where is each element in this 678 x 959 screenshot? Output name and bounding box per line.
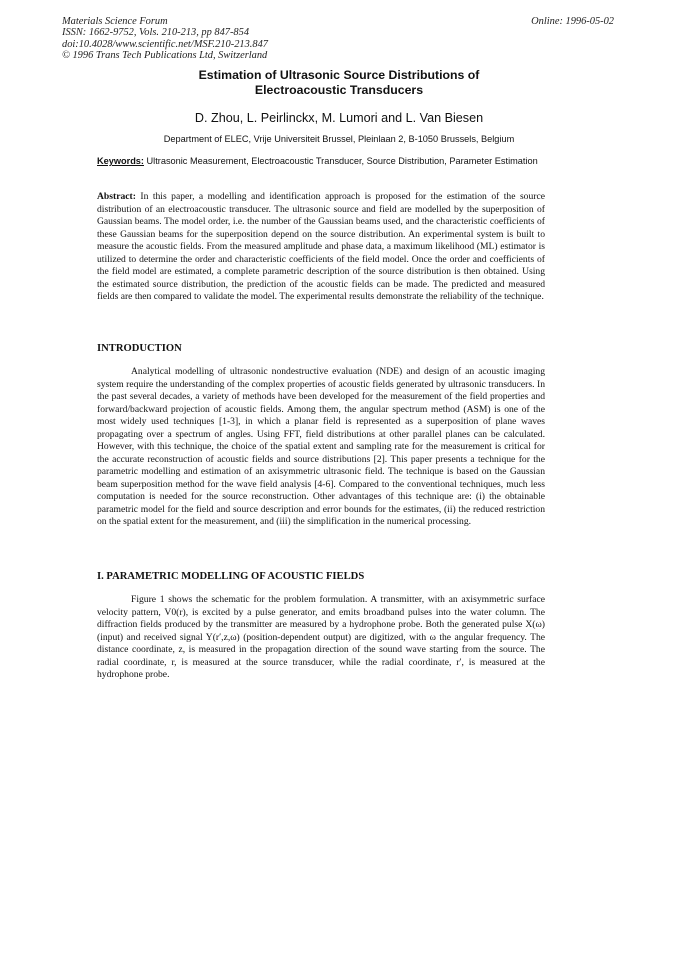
copyright-line: © 1996 Trans Tech Publications Ltd, Switzerland — [62, 49, 268, 61]
online-date: Online: 1996-05-02 — [531, 16, 614, 27]
section-1-paragraph: Figure 1 shows the schematic for the problem formulation. A transmitter, with an axisymmetric surface velocity pattern, V0(r), is excited by a pulse generator, and emits broadband pulses into the water column. The diffraction fields produced by the transmitter are measured by a hydrophone probe. Both the generated pulse X(ω) (input) and received signal Y(r′,z,ω) (position-dependent output) are digitized, with ω the angular frequency. The distance coordinate, z, is measured in the propagation direction of the sound wave starting from the source. The radial coordinate, r, is measured at the source transducer, while the radial coordinate, r′, is measured at the hydrophone probe. — [97, 594, 545, 680]
keywords-label: Keywords: — [97, 156, 144, 166]
author-list: D. Zhou, L. Peirlinckx, M. Lumori and L. Van Biesen — [194, 111, 484, 125]
keywords-text: Ultrasonic Measurement, Electroacoustic Transducer, Source Distribution, Parameter Estimation — [146, 156, 538, 166]
issn-line: ISSN: 1662-9752, Vols. 210-213, pp 847-854 — [62, 27, 250, 39]
publication-info — [62, 16, 268, 61]
title-line-2: Electroacoustic Transducers — [254, 83, 424, 97]
abstract-label: Abstract: — [97, 191, 136, 202]
abstract-text: In this paper, a modelling and identification approach is proposed for the estimation of the source distribution of an electroacoustic transducer. The ultrasonic source and field are modelled by the superposition of Gaussian beams. The model order, i.e. the number of the Gaussian beams used, and the characteristic coefficients of these Gaussian beams for the superposition depend on the source distribution. An experimental system is built to measure the acoustic fields. From the measured amplitude and phase data, a maximum likelihood (ML) estimator is utilized to determine the order and characteristic coefficients of the field model. Once the order and coefficients of the field model are estimated, a complete parametric description of the source distribution is then obtained. Using the estimated source distribution, the prediction of the acoustic fields can be made. The predicted and measured fields are then compared to validate the model. The experimental results demonstrate the reliability of the technique. — [97, 191, 545, 302]
journal-name: Materials Science Forum — [62, 16, 168, 27]
introduction-paragraph: Analytical modelling of ultrasonic nondestructive evaluation (NDE) and design of an acoustic imaging system require the understanding of the complex properties of acoustic fields generated by ultrasonic transducers. In the past several decades, a variety of methods have been developed for the measurement of the field properties and forward/backward projection of acoustic fields. Among them, the angular spectrum method (ASM) is one of the most widely used techniques [1-3], in which a planar field is represented as a superposition of plane waves propagating over a spectrum of angles. Using FFT, field distributions at other parallel planes can be calculated. However, with this technique, the choice of the spatial extent and sampling rate for the measurement is critical for the accurate reconstruction of acoustic fields and source distributions [2]. This paper presents a technique for the parametric modelling and estimation of an axisymmetric ultrasonic field. The technique is based on the Gaussian beam superposition method for the wave field analysis [4-6]. Compared to the conventional techniques, much less computation is needed for the source reconstruction. Other advantages of this technique are: (i) the obtainable parametric model for the field and source description and error bounds for the estimates, (ii) the reduced restriction on the spatial extent for the measurement, and (iii) the simplification in the numerical processing. — [97, 366, 545, 527]
introduction-heading: INTRODUCTION — [97, 343, 182, 354]
title-line-1: Estimation of Ultrasonic Source Distributions of — [198, 68, 480, 82]
abstract-block — [97, 191, 545, 304]
paper-title — [0, 68, 678, 98]
affiliation: Department of ELEC, Vrije Universiteit Brussel, Pleinlaan 2, B-1050 Brussels, Belgium — [163, 134, 515, 144]
keywords-block — [97, 155, 549, 168]
doi-link[interactable]: doi:10.4028/www.scientific.net/MSF.210-213.847 — [62, 38, 268, 50]
section-1-heading: I. PARAMETRIC MODELLING OF ACOUSTIC FIELDS — [97, 571, 365, 582]
